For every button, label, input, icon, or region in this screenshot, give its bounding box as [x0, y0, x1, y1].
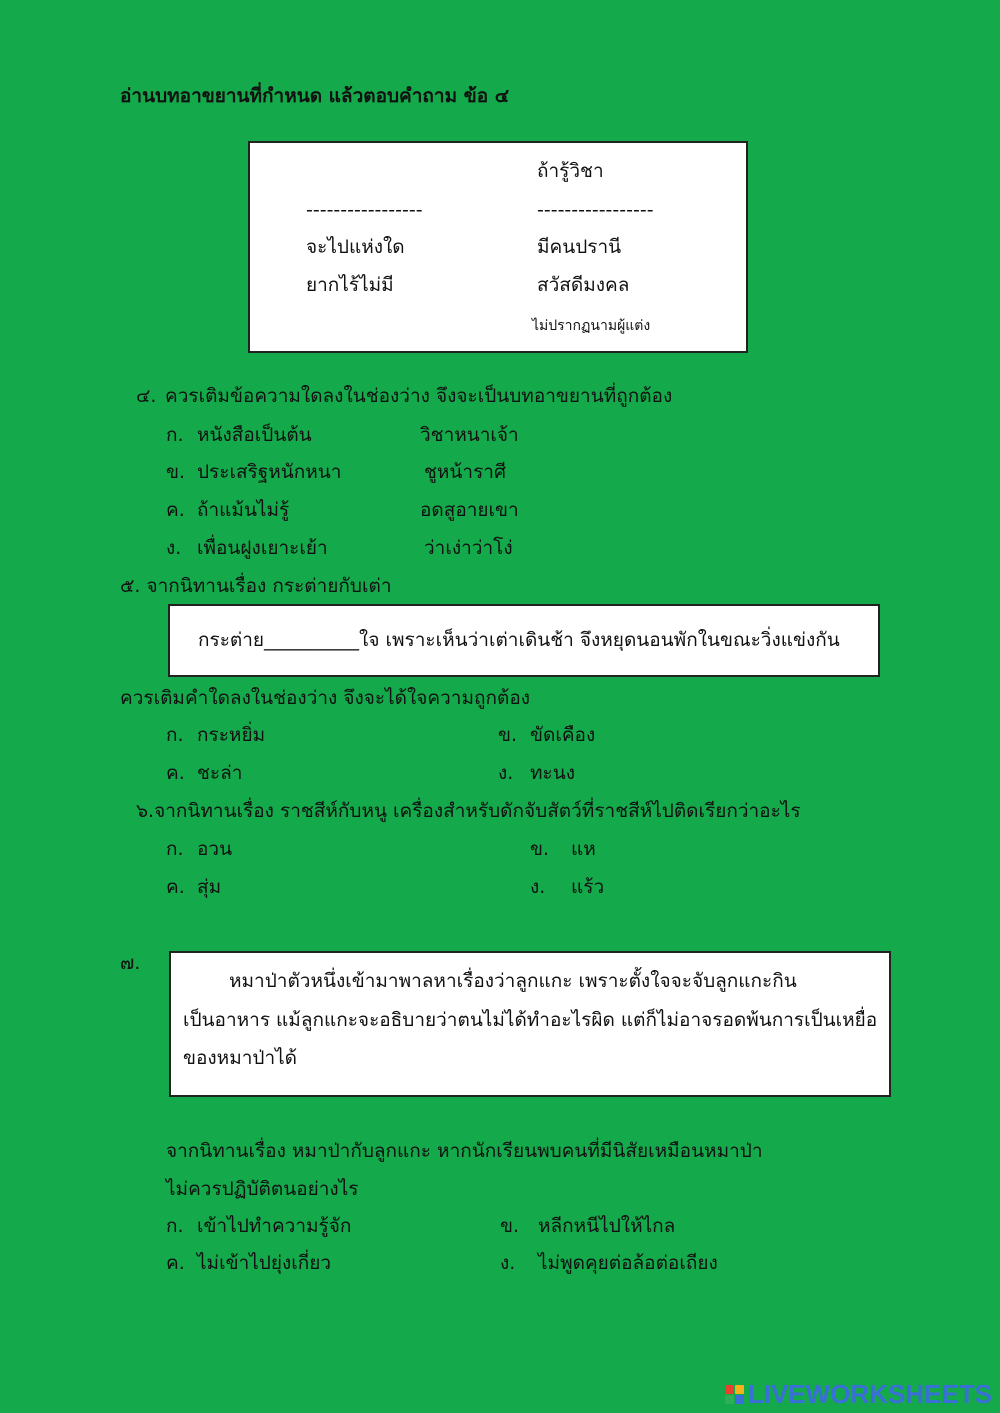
q7-option-label: ค.	[166, 1252, 185, 1274]
liveworksheets-logo[interactable]	[725, 1378, 992, 1409]
poem-line-left: ยากไร้ไม่มี	[306, 274, 394, 296]
poem-line-left: จะไปแห่งใด	[306, 236, 405, 258]
q4-option-b-left[interactable]: ประเสริฐหนักหนา	[197, 461, 342, 483]
q7-box-line: ของหมาป่าได้	[183, 1047, 298, 1069]
poem-line-right: สวัสดีมงคล	[537, 274, 630, 296]
poem-line-right: มีคนปรานี	[537, 236, 622, 258]
q4-option-label: ค.	[166, 499, 185, 521]
q5-option-b[interactable]: ขัดเคือง	[530, 724, 596, 746]
q5-option-a[interactable]: กระหยิ่ม	[197, 724, 266, 746]
q5-question: ควรเติมคำใดลงในช่องว่าง จึงจะได้ใจความถูกต้อง	[120, 687, 531, 709]
poem-title: ถ้ารู้วิชา	[537, 160, 604, 182]
q6-option-d[interactable]: แร้ว	[571, 876, 605, 898]
liveworksheets-logo-icon	[725, 1385, 744, 1404]
q7-option-d[interactable]: ไม่พูดคุยต่อล้อต่อเถียง	[538, 1252, 718, 1274]
q5-option-label: ค.	[166, 762, 185, 784]
q4-option-d-right[interactable]: ว่าเง่าว่าโง่	[424, 537, 513, 559]
q6-question: ๖.จากนิทานเรื่อง ราชสีห์กับหนู เครื่องสำหรับดักจับสัตว์ที่ราชสีห์ไปติดเรียกว่าอะไร	[136, 800, 801, 822]
q7-option-b[interactable]: หลีกหนีไปให้ไกล	[538, 1215, 676, 1237]
instruction-heading: อ่านบทอาขยานที่กำหนด แล้วตอบคำถาม ข้อ ๔	[120, 85, 510, 107]
logo-square	[735, 1395, 744, 1404]
q7-question: จากนิทานเรื่อง หมาป่ากับลูกแกะ หากนักเรียนพบคนที่มีนิสัยเหมือนหมาป่า	[166, 1140, 763, 1162]
q7-box-line: หมาป่าตัวหนึ่งเข้ามาพาลหาเรื่องว่าลูกแกะ เพราะตั้งใจจะจับลูกแกะกิน	[229, 970, 797, 992]
q7-option-c[interactable]: ไม่เข้าไปยุ่งเกี่ยว	[197, 1252, 332, 1274]
q4-option-b-right[interactable]: ชูหน้าราศี	[424, 461, 507, 483]
poem-box	[248, 141, 748, 353]
q7-question: ไม่ควรปฏิบัติตนอย่างไร	[166, 1178, 359, 1200]
q7-option-label: ข.	[500, 1215, 520, 1237]
q4-option-d-left[interactable]: เพื่อนฝูงเยาะเย้า	[197, 537, 328, 559]
q5-option-label: ง.	[498, 762, 514, 784]
logo-square	[725, 1395, 734, 1404]
q5-heading: ๕. จากนิทานเรื่อง กระต่ายกับเต่า	[120, 575, 392, 597]
q4-question: ควรเติมข้อความใดลงในช่องว่าง จึงจะเป็นบทอาขยานที่ถูกต้อง	[165, 385, 673, 407]
q7-option-label: ง.	[500, 1252, 516, 1274]
poem-blank-right: -----------------	[537, 199, 654, 221]
q6-option-label: ก.	[166, 838, 184, 860]
q6-option-label: ค.	[166, 876, 185, 898]
q4-number: ๔.	[136, 385, 157, 407]
q5-option-label: ก.	[166, 724, 184, 746]
q4-option-c-left[interactable]: ถ้าแม้นไม่รู้	[197, 499, 290, 521]
q4-option-c-right[interactable]: อดสูอายเขา	[420, 499, 519, 521]
q5-box-text: กระต่าย__________ใจ เพราะเห็นว่าเต่าเดินช้า จึงหยุดนอนพักในขณะวิ่งแข่งกัน	[198, 629, 840, 651]
logo-square	[735, 1385, 744, 1394]
q5-option-c[interactable]: ชะล่า	[197, 762, 243, 784]
q7-option-label: ก.	[166, 1215, 184, 1237]
liveworksheets-logo-text: LIVEWORKSHEETS	[747, 1378, 992, 1409]
q6-option-label: ข.	[530, 838, 550, 860]
poem-author: ไม่ปรากฏนามผู้แต่ง	[532, 318, 651, 334]
q6-option-c[interactable]: สุ่ม	[197, 876, 222, 898]
q4-option-a-left[interactable]: หนังสือเป็นต้น	[197, 424, 312, 446]
poem-blank-left: -----------------	[306, 199, 423, 221]
q7-option-a[interactable]: เข้าไปทำความรู้จัก	[197, 1215, 352, 1237]
q4-option-label: ง.	[166, 537, 182, 559]
q5-option-d[interactable]: ทะนง	[530, 762, 575, 784]
q5-option-label: ข.	[498, 724, 518, 746]
q6-option-b[interactable]: แห	[571, 838, 596, 860]
q7-box	[169, 951, 891, 1097]
q7-box-line: เป็นอาหาร แม้ลูกแกะจะอธิบายว่าตนไม่ได้ทำอะไรผิด แต่ก็ไม่อาจรอดพ้นการเป็นเหยื่อ	[183, 1009, 878, 1031]
q7-number: ๗.	[120, 952, 141, 974]
logo-square	[725, 1385, 734, 1394]
q5-box	[168, 604, 880, 677]
q4-option-label: ก.	[166, 424, 184, 446]
q4-option-a-right[interactable]: วิชาหนาเจ้า	[420, 424, 519, 446]
q6-option-label: ง.	[530, 876, 546, 898]
q6-option-a[interactable]: อวน	[197, 838, 233, 860]
q4-option-label: ข.	[166, 461, 186, 483]
